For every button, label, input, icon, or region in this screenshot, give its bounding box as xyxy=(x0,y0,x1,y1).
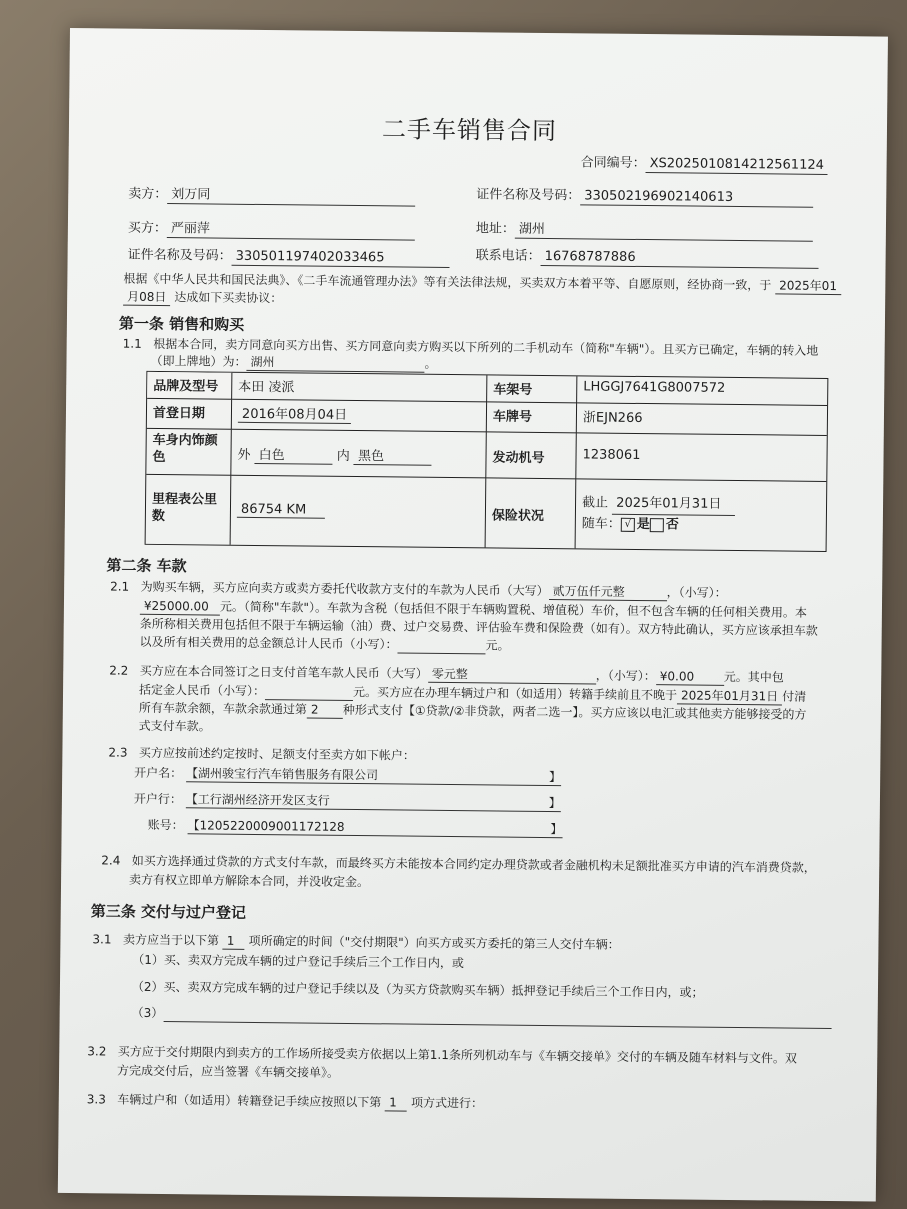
seller-value: 刘万同 xyxy=(167,187,415,207)
clause-2-2-a: 买方应在本合同签订之日支付首笔车款人民币（大写） xyxy=(139,663,428,681)
color-value xyxy=(231,430,486,479)
insurance-label: 保险状况 xyxy=(486,478,577,548)
article-2-title: 第二条 车款 xyxy=(106,556,187,576)
clause-2-1-a: 为购买车辆，买方应向卖方或卖方委托代收款方支付的车款为人民币（大写） xyxy=(140,579,549,599)
bank-name-bracket-right: 】 xyxy=(548,770,562,785)
ins-until-value: 2025年01月31日 xyxy=(612,494,735,516)
mileage-value xyxy=(231,476,487,548)
clause-3-1 xyxy=(92,931,619,954)
clause-2-1-f: 元。 xyxy=(485,638,510,653)
clause-3-2-line2: 方完成交付后，应当签署《车辆交接单》。 xyxy=(117,1063,340,1080)
mileage-text: 86754 KM xyxy=(237,502,325,519)
brand-label: 品牌及型号 xyxy=(147,372,232,400)
seller-row xyxy=(128,187,415,207)
clause-3-3-b: 项方式进行： xyxy=(410,1095,484,1111)
reg-date-text: 2016年08月04日 xyxy=(238,403,351,424)
bank-branch-bracket-right: 】 xyxy=(548,796,561,811)
address-row xyxy=(476,221,813,242)
clause-1-1-no: 1.1 xyxy=(122,336,142,351)
seller-id-value: 330502196902140613 xyxy=(580,188,813,207)
payment-way: 2 xyxy=(307,702,343,719)
clause-3-1-no: 3.1 xyxy=(92,932,112,947)
yes-checkbox-icon: √ xyxy=(621,517,635,531)
phone-label: 联系电话： xyxy=(475,248,541,264)
seller-id-row xyxy=(476,187,813,208)
article-1-title: 第一条 销售和购买 xyxy=(118,314,245,334)
intro-line-2 xyxy=(123,289,282,308)
color-in-label: 内 xyxy=(336,448,350,464)
bank-account-field xyxy=(187,817,562,838)
clause-3-1-opt3-label: （3） xyxy=(131,1005,164,1021)
clause-1-1-cont: （即上牌地）为： 湖州 。 xyxy=(150,353,437,371)
engine-value: 1238061 xyxy=(576,433,826,482)
bank-branch-label: 开户行： xyxy=(133,791,183,807)
clause-2-2-d: 括定金人民币（小写）： xyxy=(139,682,266,699)
buyer-id-value: 330501197402033465 xyxy=(232,249,450,268)
brand-value: 本田 凌派 xyxy=(232,373,487,403)
no-checkbox-icon xyxy=(650,518,664,532)
clause-3-1-opt2: （2）买、卖双方完成车辆的过户登记手续以及（为买方贷款购买车辆）抵押登记手续后三个工作日内，或； xyxy=(131,979,704,1000)
clause-2-1-e: 以及所有相关费用的总金额总计人民币（小写）： xyxy=(139,634,398,652)
plate-label: 车牌号 xyxy=(487,402,577,433)
clause-3-2-no: 3.2 xyxy=(87,1044,107,1059)
transfer-item: 1 xyxy=(385,1094,407,1111)
contract-page xyxy=(58,28,888,1202)
clause-2-4-line2: 卖方有权立即单方解除本合同，并没收定金。 xyxy=(129,872,370,890)
ins-with-label: 随车： xyxy=(581,516,621,532)
clause-2-2-line4: 式支付车款。 xyxy=(138,718,211,734)
bank-branch-field xyxy=(186,791,561,812)
intro-date-b: 月08日 xyxy=(123,289,170,306)
vin-value: LHGGJ7641G8007572 xyxy=(577,376,827,406)
clause-3-1-a: 卖方应当于以下第 xyxy=(122,932,220,948)
price-lowercase: ¥25000.00 xyxy=(140,598,220,616)
intro-date-a: 2025年01 xyxy=(775,277,841,295)
clause-2-4-no: 2.4 xyxy=(101,853,121,868)
clause-3-1-opt3 xyxy=(132,1005,832,1029)
clause-2-1-b: ，（小写）： xyxy=(666,585,727,600)
contract-title: 二手车销售合同 xyxy=(381,115,558,146)
clause-2-3-no: 2.3 xyxy=(108,745,128,760)
clause-2-2-h: 种形式支付【①贷款/②非贷款，两者二选一】。买方应该以电汇或其他卖方能够接受的方 xyxy=(342,702,807,722)
price-uppercase: 贰万伍仟元整 xyxy=(549,583,667,601)
clause-2-2-f: 付清 xyxy=(782,689,807,704)
bank-branch-row xyxy=(134,791,561,812)
bank-account-bracket-left: 【 xyxy=(187,818,200,833)
contract-number-value: XS2025010814212561124 xyxy=(646,156,828,175)
ins-no: 否 xyxy=(665,517,679,533)
insurance-value xyxy=(576,479,827,551)
clause-2-1-line4 xyxy=(139,634,509,655)
bank-account-row xyxy=(148,817,563,838)
seller-label: 卖方： xyxy=(128,186,168,203)
bank-name-label: 开户名： xyxy=(134,765,183,781)
clause-3-3-no: 3.3 xyxy=(86,1092,106,1107)
mileage-label-1: 里程表公里 xyxy=(151,491,218,508)
clause-2-2-c: 元。其中包 xyxy=(723,669,784,685)
clause-3-3-a: 车辆过户和（如适用）转籍登记手续应按照以下第 xyxy=(117,1092,382,1110)
color-label-2: 色 xyxy=(152,449,166,466)
clause-1-1-text: 根据本合同，卖方同意向买方出售、买方同意向卖方购买以下所列的二手机动车（简称"车辆"）。且买方已确定，车辆的转入地 xyxy=(153,336,819,358)
bank-branch-value: 工行湖州经济开发区支行 xyxy=(197,792,330,808)
color-out-value: 白色 xyxy=(255,444,333,465)
down-payment-lowercase: ¥0.00 xyxy=(656,668,724,686)
transfer-place-value: 湖州 xyxy=(246,354,424,373)
clause-2-2-b: ，（小写）： xyxy=(595,668,656,684)
clause-3-1-b: 项所确定的时间（"交付期限"）向买方或买方委托的第三人交付车辆： xyxy=(248,933,620,952)
vin-label: 车架号 xyxy=(487,375,577,403)
bank-name-row xyxy=(134,765,561,786)
clause-2-2-no: 2.2 xyxy=(109,663,129,678)
ins-yes: 是 xyxy=(636,516,650,533)
clause-2-4-a: 如买方选择通过贷款的方式支付车款，而最终买方未能按本合同约定办理贷款或者金融机构未足额批准买方申请的汽车消费贷款， xyxy=(131,853,816,875)
buyer-row xyxy=(128,221,415,241)
bank-account-bracket-right: 】 xyxy=(550,822,563,837)
ins-until-label: 截止 xyxy=(581,495,609,511)
clause-2-3-a: 买方应按前述约定按时、足额支付至卖方如下帐户： xyxy=(138,745,416,763)
color-label xyxy=(146,429,231,476)
address-value: 湖州 xyxy=(515,222,813,242)
clause-2-1-no: 2.1 xyxy=(110,579,130,594)
intro-text-2: 达成如下买卖协议： xyxy=(174,290,283,306)
clause-2-2-g: 所有车款余额，车款余款通过第 xyxy=(138,700,307,717)
address-label: 地址： xyxy=(475,221,516,237)
article-3-title: 第三条 交付与过户登记 xyxy=(90,902,247,922)
color-in-value: 黑色 xyxy=(354,445,432,466)
mileage-label-2: 数 xyxy=(151,508,165,525)
clause-3-1-opt1: （1）买、卖双方完成车辆的过户登记手续后三个工作日内，或 xyxy=(132,952,464,971)
bank-name-bracket-left: 【 xyxy=(185,766,199,781)
buyer-value: 严丽萍 xyxy=(167,221,415,241)
clause-2-2-e: 元。买方应在办理车辆过户和（如适用）转籍手续前且不晚于 xyxy=(353,685,678,703)
bank-account-label: 账号： xyxy=(147,817,184,833)
down-payment-uppercase: 零元整 xyxy=(428,666,596,685)
vehicle-table xyxy=(145,371,829,552)
intro-text-1: 根据《中华人民共和国民法典》、《二手车流通管理办法》等有关法律法规，买卖双方本着平等、自愿原则，经协商一致，于 xyxy=(123,271,772,293)
clause-2-1-line3: 条所称相关费用包括但不限于车辆运输（油）费、过户交易费、评估验车费和保险费（如有）。双方特此确认，买方应该承担车款 xyxy=(139,616,818,638)
buyer-id-row xyxy=(128,248,450,268)
clause-1-1-text2: （即上牌地）为： xyxy=(150,353,247,369)
clause-3-3 xyxy=(87,1091,483,1112)
bank-account-value: 1205220009001172128 xyxy=(199,818,345,834)
color-out-label: 外 xyxy=(237,447,251,463)
mileage-label xyxy=(146,475,232,545)
phone-row xyxy=(476,248,819,269)
bank-name-field xyxy=(186,765,561,786)
buyer-id-label: 证件名称及号码： xyxy=(127,247,232,264)
contract-number xyxy=(581,155,828,175)
color-label-1: 车身内饰颜 xyxy=(152,432,218,449)
clause-3-2-a: 买方应于交付期限内到卖方的工作场所接受卖方依据以上第1.1条所列机动车与《车辆交接单》交付的车辆及随车材料与文件。双 xyxy=(117,1044,797,1066)
delivery-item: 1 xyxy=(223,933,245,950)
clause-2-1-c: 元。（简称"车款"）。车款为含税（包括但不限于车辆购置税、增值税）车价，但不包含车辆的任何相关费用。本 xyxy=(219,599,808,620)
bank-name-value: 湖州骏宝行汽车销售服务有限公司 xyxy=(197,766,379,783)
clause-2-3 xyxy=(108,744,415,763)
contract-number-label: 合同编号： xyxy=(580,155,646,172)
engine-label: 发动机号 xyxy=(486,432,576,479)
reg-date-label: 首登日期 xyxy=(147,399,232,430)
plate-value: 浙EJN266 xyxy=(577,403,827,436)
seller-id-label: 证件名称及号码： xyxy=(476,187,581,204)
bank-branch-bracket-left: 【 xyxy=(185,792,198,807)
buyer-label: 买方： xyxy=(127,220,167,237)
reg-date-value xyxy=(232,400,487,433)
final-payment-date: 2025年01月31日 xyxy=(677,687,782,705)
phone-value: 16768787886 xyxy=(541,249,819,269)
